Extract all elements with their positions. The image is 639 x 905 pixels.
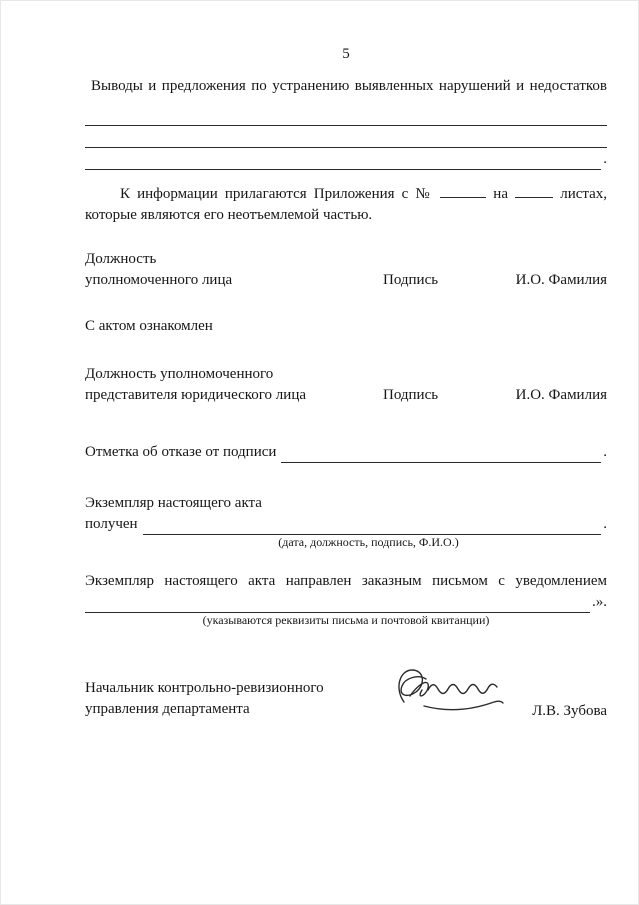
copy-received-hint: (дата, должность, подпись, Ф.И.О.) (278, 535, 459, 549)
blank-line (85, 126, 607, 148)
period-terminator: . (603, 444, 607, 460)
representative-signature-row (85, 364, 607, 406)
copy-sent-block (85, 571, 607, 628)
attachments-text-2: на (493, 186, 508, 202)
period-terminator: . (603, 151, 607, 167)
attachments-text-1: К информации прилагаются Приложения с № (120, 186, 434, 202)
official-signature-row (85, 249, 607, 291)
attachments-line2: которые являются его неотъемлемой частью. (85, 207, 373, 223)
copy-received-label: получен (85, 516, 138, 532)
official-position-line2: уполномоченного лица (85, 272, 233, 288)
refusal-line (85, 442, 607, 463)
copy-received-line1: Экземпляр настоящего акта (85, 495, 262, 511)
official-signature-label: Подпись (383, 272, 439, 288)
handwritten-signature-icon (390, 662, 530, 725)
official-position-line1: Должность (85, 251, 157, 267)
copy-sent-blank (85, 595, 590, 613)
attachments-paragraph (85, 183, 607, 226)
period-terminator: . (603, 516, 607, 532)
copy-sent-line1: Экземпляр настоящего акта направлен заказным письмом с уведомлением (85, 573, 607, 589)
representative-position-line1: Должность уполномоченного (85, 366, 274, 382)
signer-block (85, 678, 607, 738)
copy-sent-line2 (85, 592, 607, 613)
refusal-blank (281, 445, 601, 463)
blank-line (85, 148, 607, 170)
copy-received-block (85, 493, 607, 550)
signer-name: Л.В. Зубова (532, 703, 607, 719)
official-name-label: И.О. Фамилия (515, 272, 607, 288)
acquainted-line: С актом ознакомлен (85, 318, 213, 334)
quote-period-terminator: .». (592, 594, 607, 610)
copy-received-blank (143, 517, 602, 535)
blank-underline (85, 152, 601, 170)
conclusions-heading: Выводы и предложения по устранению выявленных нарушений и недостатков (91, 78, 607, 94)
representative-signature-label: Подпись (383, 387, 439, 403)
blank-line (85, 104, 607, 126)
blank-underline (85, 130, 607, 148)
blank-underline (85, 108, 607, 126)
copy-sent-hint: (указываются реквизиты письма и почтовой квитанции) (202, 613, 490, 627)
attachments-text-3: листах, (560, 186, 608, 202)
attachment-sheets-blank (515, 183, 553, 198)
signer-position-line1: Начальник контрольно-ревизионного (85, 680, 324, 696)
signer-position-line2: управления департамента (85, 701, 250, 717)
attachments-line1 (85, 183, 607, 205)
copy-received-line2 (85, 514, 607, 535)
page-number: 5 (342, 46, 350, 62)
refusal-label: Отметка об отказе от подписи (85, 444, 277, 460)
representative-name-label: И.О. Фамилия (515, 387, 607, 403)
attachment-number-blank (440, 183, 486, 198)
representative-position-line2: представителя юридического лица (85, 387, 307, 403)
conclusions-blank-lines (85, 104, 607, 170)
